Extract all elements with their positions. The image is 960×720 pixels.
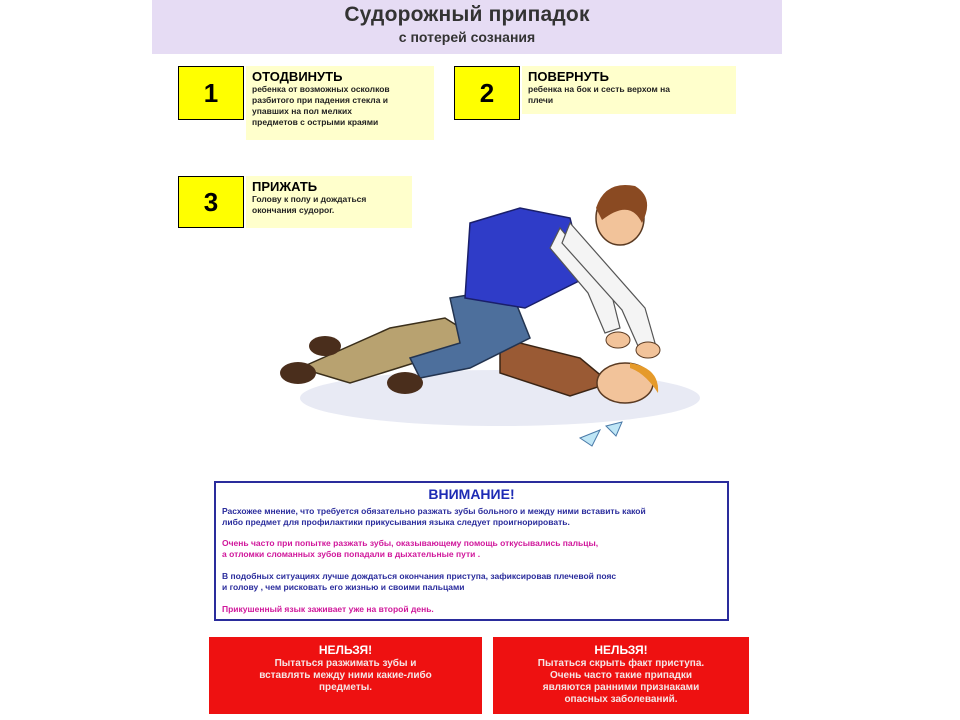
step-1-line: разбитого при падения стекла и	[252, 95, 389, 105]
first-aid-illustration	[270, 168, 710, 468]
step-1-number: 1	[178, 66, 244, 120]
warning-1-line: Пытаться разжимать зубы и	[274, 658, 417, 669]
step-3-title: ПРИЖАТЬ	[252, 179, 318, 194]
step-1-line: предметов с острыми краями	[252, 117, 379, 127]
warning-1-title: НЕЛЬЗЯ!	[318, 643, 373, 657]
step-3-number: 3	[178, 176, 244, 228]
step-2-title: ПОВЕРНУТЬ	[528, 69, 609, 84]
step-1-line: ребенка от возможных осколков	[252, 84, 390, 94]
attention-line: и голову , чем рисковать его жизнью и своими пальцами	[222, 582, 465, 592]
attention-line: Очень часто при попытке разжать зубы, оказывающему помощь откусывались пальцы,	[222, 538, 599, 548]
step-2-line: ребенка на бок и сесть верхом на	[528, 84, 670, 94]
helper-shoe-icon	[387, 372, 423, 394]
glass-shard-icon	[580, 430, 600, 446]
attention-paragraph-2	[222, 538, 722, 560]
attention-line: а отломки сломанных зубов попадали в дыхательные пути .	[222, 549, 481, 559]
warning-2-line: являются ранними признаками	[542, 682, 700, 693]
warning-1-line: предметы.	[318, 682, 373, 693]
step-1-box	[246, 66, 434, 140]
helper-hand	[636, 342, 660, 358]
warning-box-2	[493, 637, 749, 714]
attention-line: Расхожее мнение, что требуется обязательно разжать зубы больного и между ними вставить какой	[222, 506, 646, 516]
attention-title: ВНИМАНИЕ!	[428, 486, 515, 502]
page-title: Судорожный припадок	[344, 3, 590, 26]
helper-hand	[606, 332, 630, 348]
step-1-line: упавших на пол мелких	[252, 106, 352, 116]
warning-2-line: опасных заболеваний.	[564, 694, 678, 705]
step-2-number: 2	[454, 66, 520, 120]
attention-paragraph-4: Прикушенный язык заживает уже на второй день.	[222, 604, 434, 614]
attention-paragraph-1	[222, 506, 722, 528]
warning-2-title: НЕЛЬЗЯ!	[594, 643, 648, 657]
warning-2-line: Очень часто такие припадки	[549, 670, 693, 681]
page-subtitle: с потерей сознания	[398, 29, 536, 45]
warning-1-line: вставлять между ними какие-либо	[259, 670, 432, 681]
patient-shoe-icon	[309, 336, 341, 356]
warning-2-line: Пытаться скрыть факт приступа.	[537, 658, 705, 669]
attention-paragraph-3	[222, 571, 722, 593]
attention-line: В подобных ситуациях лучше дождаться окончания приступа, зафиксировав плечевой пояс	[222, 571, 617, 581]
patient-shoe-icon	[280, 362, 316, 384]
warning-box-1	[209, 637, 482, 714]
step-2-line: плечи	[528, 95, 554, 105]
step-3-line: окончания судорог.	[252, 205, 335, 215]
step-2-box	[522, 66, 736, 114]
step-3-line: Голову к полу и дождаться	[252, 194, 367, 204]
step-1-title: ОТОДВИНУТЬ	[252, 69, 343, 84]
glass-shard-icon	[606, 422, 622, 436]
attention-line: либо предмет для профилактики прикусывания языка следует проигнорировать.	[222, 517, 570, 527]
